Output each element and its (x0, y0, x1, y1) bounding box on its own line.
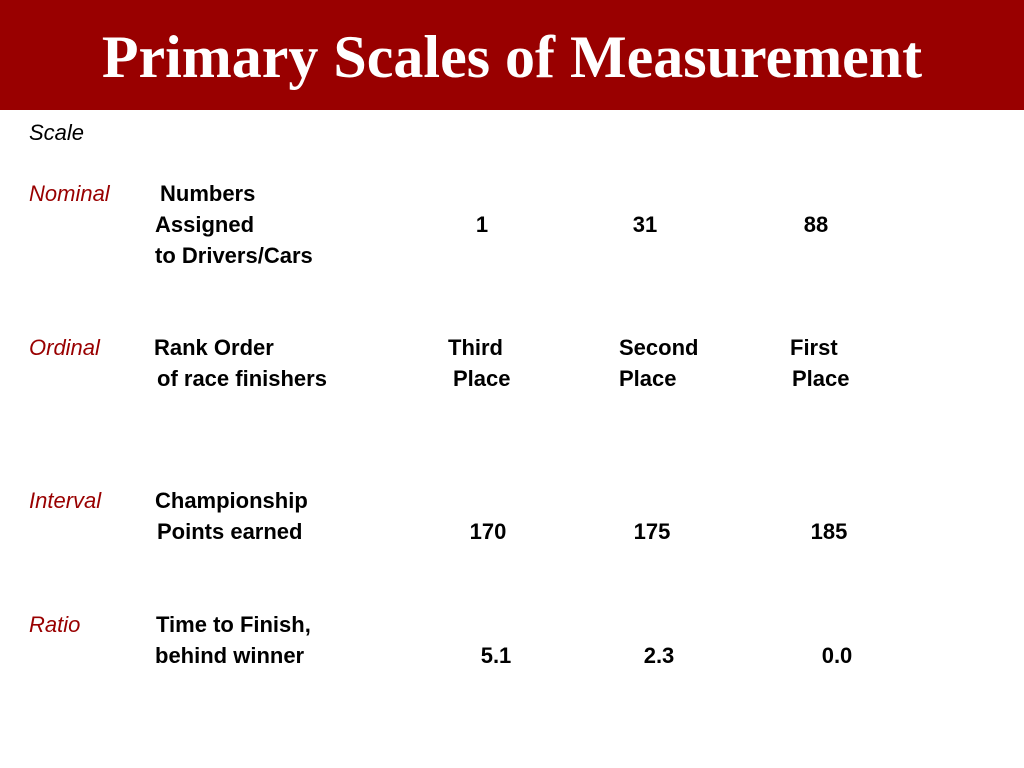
scale-name-nominal: Nominal (29, 181, 110, 206)
ordinal-description-line-2: of race finishers (157, 366, 327, 391)
scale-header: Scale (29, 120, 85, 145)
nominal-value-1: 1 (475, 212, 489, 237)
ordinal-value-1-line-1: Third (448, 335, 503, 360)
nominal-value-2: 31 (632, 212, 658, 237)
ordinal-value-1-line-2: Place (453, 366, 511, 391)
ratio-description-line-1: Time to Finish, (156, 612, 311, 637)
ratio-value-1: 5.1 (480, 643, 512, 668)
ordinal-value-2-line-2: Place (619, 366, 677, 391)
ordinal-description-line-1: Rank Order (154, 335, 274, 360)
interval-description-line-2: Points earned (157, 519, 303, 544)
ratio-value-2: 2.3 (643, 643, 675, 668)
slide-title: Primary Scales of Measurement (101, 24, 923, 90)
scale-name-interval: Interval (29, 488, 102, 513)
interval-value-1: 170 (469, 519, 507, 544)
scale-name-ratio: Ratio (29, 612, 81, 637)
nominal-value-3: 88 (803, 212, 829, 237)
title-bar (0, 0, 1024, 110)
ordinal-value-2-line-1: Second (619, 335, 699, 360)
interval-description-line-1: Championship (155, 488, 308, 513)
nominal-description-line-1: Numbers (160, 181, 256, 206)
nominal-description-line-2: Assigned (155, 212, 255, 237)
interval-value-2: 175 (633, 519, 671, 544)
ordinal-value-3-line-1: First (790, 335, 838, 360)
nominal-description-line-3: to Drivers/Cars (155, 243, 313, 268)
ratio-description-line-2: behind winner (155, 643, 305, 668)
ordinal-value-3-line-2: Place (792, 366, 850, 391)
ratio-value-3: 0.0 (821, 643, 853, 668)
interval-value-3: 185 (810, 519, 848, 544)
scale-name-ordinal: Ordinal (29, 335, 100, 360)
